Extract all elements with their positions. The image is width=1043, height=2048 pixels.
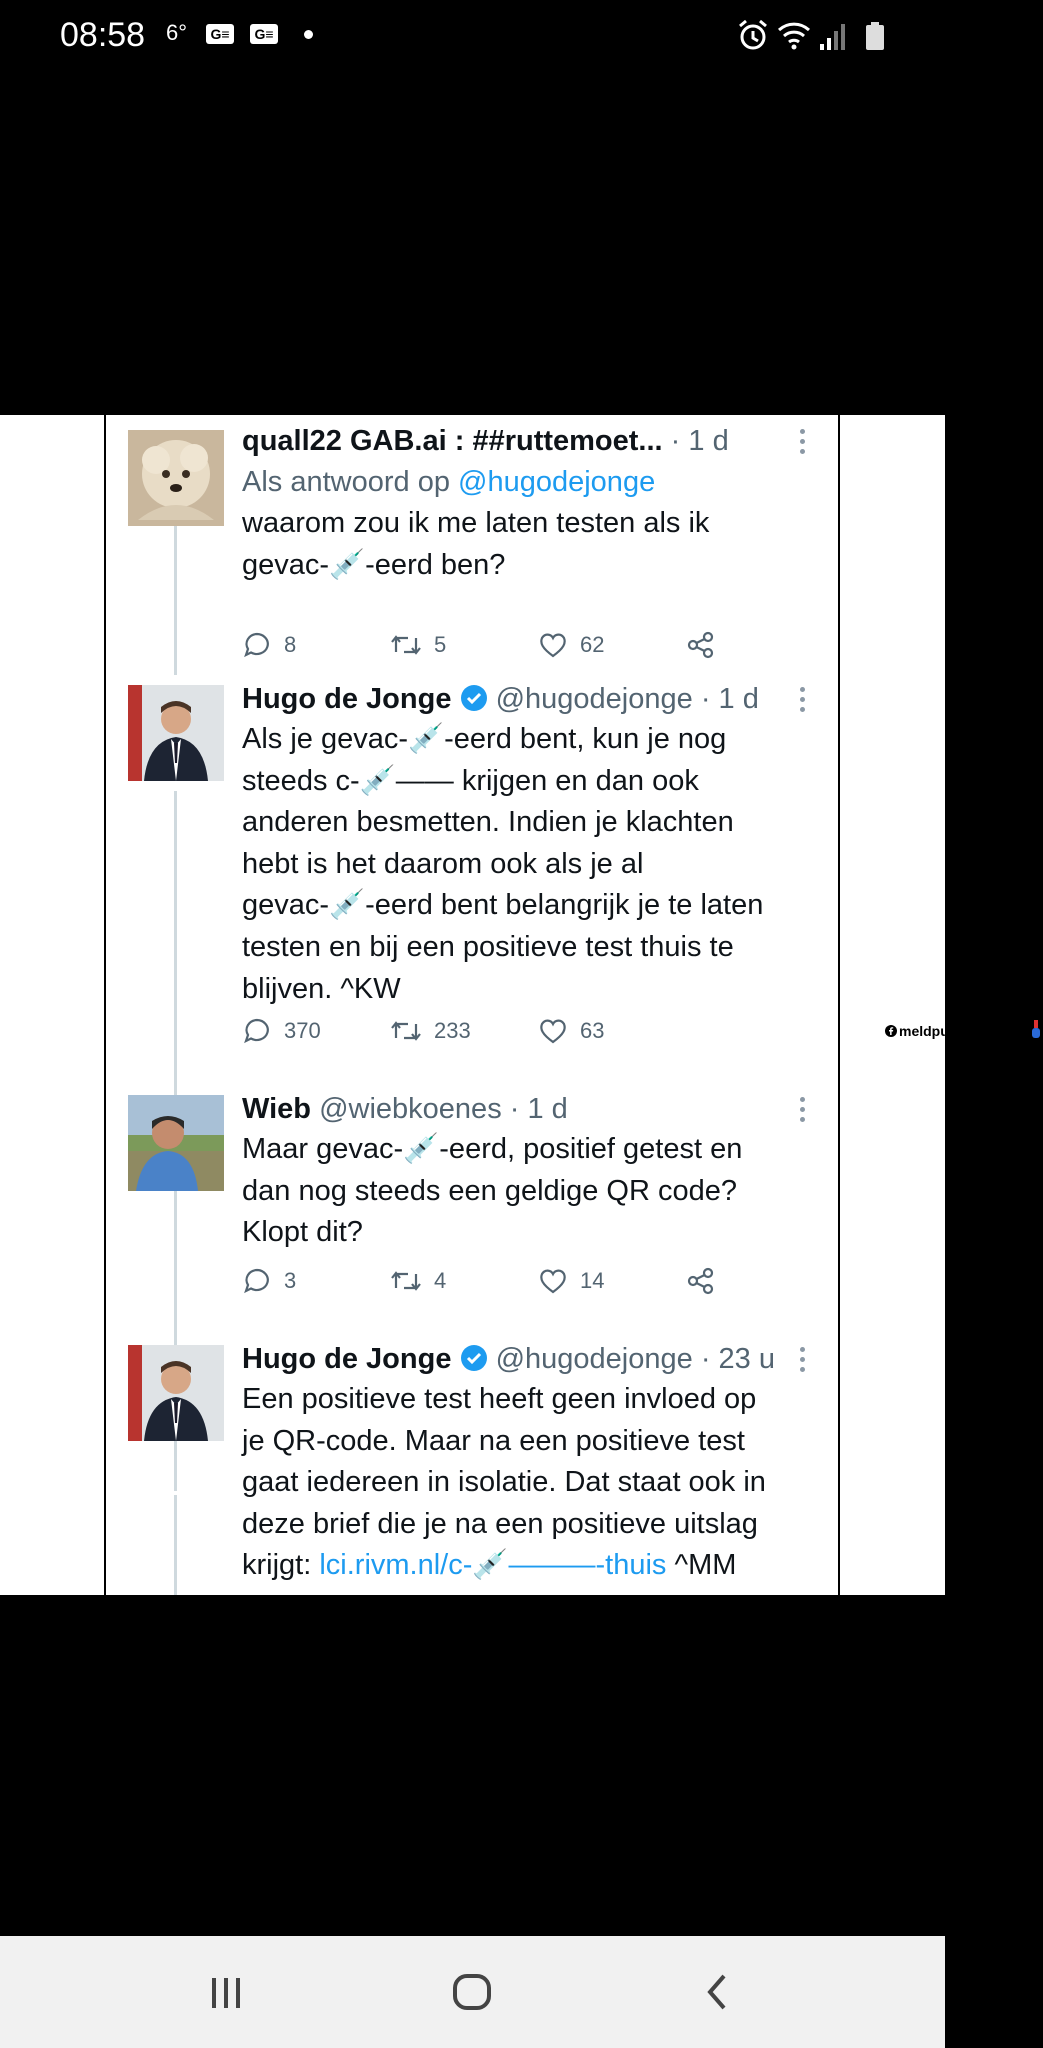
like-count: 14 [580, 1268, 605, 1293]
tweet-line: testen en bij een positieve test thuis te [242, 930, 734, 963]
share-icon [686, 630, 716, 660]
tweet-line: gevac-💉-eerd ben? [242, 548, 506, 581]
wifi-icon [776, 18, 812, 54]
tweet-line: dan nog steeds een geldige QR code? [242, 1174, 737, 1207]
panel-border-right [838, 415, 840, 1595]
avatar[interactable] [128, 685, 224, 781]
tweet-link[interactable]: lci.rivm.nl/c-💉———-thuis [319, 1549, 667, 1582]
share-button[interactable] [686, 625, 728, 665]
author-handle[interactable]: @wiebkoenes [319, 1093, 502, 1125]
retweet-button[interactable] [390, 1011, 471, 1051]
heart-icon [538, 1016, 568, 1046]
signal-icon [818, 18, 848, 54]
tweet-line: deze brief die je na een positieve uitslag [242, 1507, 758, 1540]
home-icon[interactable] [442, 1968, 502, 2016]
verified-badge-icon [460, 684, 488, 712]
alarm-icon [736, 18, 770, 54]
reply-icon [242, 1016, 272, 1046]
notification-badge-icon: G≡ [250, 24, 278, 44]
tweet-time[interactable]: · 23 u [700, 1343, 775, 1375]
like-button[interactable] [538, 1011, 604, 1051]
tweet-line: waarom zou ik me laten testen als ik [242, 507, 710, 539]
tweet-actions [242, 1011, 1029, 1051]
more-options-icon[interactable] [800, 1347, 806, 1377]
panel-border-left [104, 415, 106, 1595]
author-handle[interactable]: @hugodejonge [495, 1343, 693, 1375]
reply-button[interactable] [242, 1011, 321, 1051]
watermark [885, 1011, 1043, 1051]
tweet-line: Maar gevac-💉-eerd, positief getest en [242, 1133, 743, 1165]
retweet-button[interactable] [390, 625, 446, 665]
tweet-line-last [242, 1545, 817, 1587]
tweet-line: gevac-💉-eerd bent belangrijk je te laten [242, 889, 764, 922]
reply-handle-link[interactable]: @hugodejonge [458, 466, 656, 498]
reply-icon [242, 630, 272, 660]
tweet-text [242, 719, 817, 1010]
tweet-thread [0, 415, 1029, 1595]
tweet-line: anderen besmetten. Indien je klachten [242, 806, 734, 839]
tweet-time[interactable]: · 1 d [700, 683, 759, 715]
tweet-line: blijven. ^KW [242, 972, 401, 1005]
thread-line [174, 525, 177, 675]
reply-prefix: Als antwoord op [242, 466, 450, 498]
more-options-icon[interactable] [800, 687, 806, 717]
author-name[interactable]: quall22 GAB.ai : ##ruttemoet... [242, 425, 663, 457]
retweet-icon [390, 1016, 422, 1046]
tweet-actions [242, 1261, 842, 1301]
tweet-text [242, 1129, 817, 1254]
tweet-line: Klopt dit? [242, 1216, 363, 1249]
author-name[interactable]: Hugo de Jonge [242, 683, 452, 715]
more-options-icon[interactable] [800, 1097, 806, 1127]
heart-icon [538, 630, 568, 660]
avatar[interactable] [128, 1095, 224, 1191]
tweet-text-prefix: krijgt: [242, 1549, 320, 1582]
tweet-text [242, 503, 817, 586]
tweet-line: je QR-code. Maar na een positieve test [242, 1424, 745, 1457]
syringe-icon [1029, 1020, 1043, 1042]
reply-button[interactable] [242, 625, 296, 665]
reply-count: 8 [284, 632, 297, 657]
battery-icon [864, 18, 886, 54]
verified-badge-icon [460, 1344, 488, 1372]
reply-icon [242, 1266, 272, 1296]
tweet-line: steeds c-💉—— krijgen en dan ook [242, 764, 699, 797]
tweet-actions [242, 625, 842, 665]
author-handle[interactable]: @hugodejonge [495, 683, 693, 715]
reply-count: 370 [284, 1018, 321, 1043]
facebook-icon [885, 1025, 897, 1037]
author-name[interactable]: Wieb [242, 1093, 312, 1125]
retweet-count: 233 [434, 1018, 471, 1043]
navigation-bar [0, 1936, 945, 2048]
more-options-icon[interactable] [800, 429, 806, 459]
reply-context [242, 461, 817, 503]
retweet-button[interactable] [390, 1261, 446, 1301]
avatar[interactable] [128, 1345, 224, 1441]
share-icon [686, 1266, 716, 1296]
tweet-line: hebt is het daarom ook als je al [242, 847, 644, 880]
share-button[interactable] [686, 1261, 728, 1301]
notification-badge-icon: G≡ [206, 24, 234, 44]
reply-button[interactable] [242, 1261, 296, 1301]
like-button[interactable] [538, 625, 604, 665]
tweet-text [242, 1379, 817, 1587]
retweet-count: 4 [434, 1268, 447, 1293]
retweet-count: 5 [434, 632, 447, 657]
author-name[interactable]: Hugo de Jonge [242, 1343, 452, 1375]
like-count: 63 [580, 1018, 605, 1043]
avatar[interactable] [128, 430, 224, 526]
tweet-line: Als je gevac-💉-eerd bent, kun je nog [242, 723, 727, 755]
status-bar [0, 0, 945, 72]
thread-line [174, 1495, 177, 1595]
status-time: 08:58 [60, 16, 146, 54]
tweet-text-suffix: ^MM [666, 1549, 737, 1582]
reply-count: 3 [284, 1268, 297, 1293]
tweet-line: gaat iedereen in isolatie. Dat staat ook in [242, 1466, 766, 1499]
back-icon[interactable] [688, 1968, 748, 2016]
like-button[interactable] [538, 1261, 604, 1301]
recent-apps-icon[interactable] [196, 1968, 256, 2016]
status-temperature: 6° [166, 20, 188, 45]
retweet-icon [390, 630, 422, 660]
heart-icon [538, 1266, 568, 1296]
like-count: 62 [580, 632, 605, 657]
tweet-time[interactable]: · 1 d [509, 1093, 568, 1125]
notification-dot-icon [304, 30, 313, 39]
watermark-text: meldpuntnederland [899, 1023, 1029, 1039]
tweet-time[interactable]: · 1 d [670, 425, 729, 457]
retweet-icon [390, 1266, 422, 1296]
tweet-line: Een positieve test heeft geen invloed op [242, 1383, 757, 1415]
